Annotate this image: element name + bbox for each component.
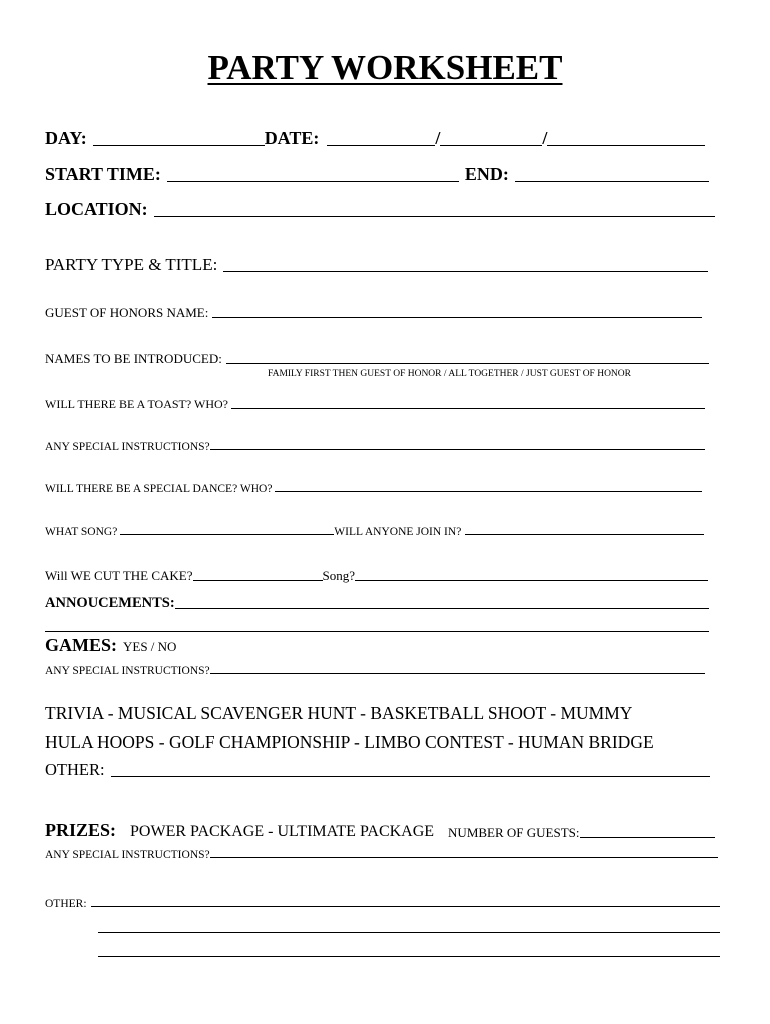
toast-label: WILL THERE BE A TOAST? WHO? — [45, 397, 228, 411]
announcements-field[interactable] — [175, 608, 709, 609]
day-field[interactable] — [93, 145, 265, 146]
games-header — [45, 635, 176, 656]
prizes-row — [45, 820, 715, 841]
other-extra-line[interactable] — [98, 932, 720, 933]
games-other-row — [45, 760, 710, 780]
prizes-instructions-field[interactable] — [210, 857, 718, 858]
party-type-label: PARTY TYPE & TITLE: — [45, 255, 218, 274]
date-separator: / — [542, 128, 548, 148]
games-other-label: OTHER: — [45, 760, 105, 779]
date-year-field[interactable] — [547, 145, 705, 146]
names-introduced-field[interactable] — [226, 363, 709, 364]
anyone-join-field[interactable] — [465, 534, 704, 535]
date-separator: / — [435, 128, 441, 148]
toast-row — [45, 397, 705, 412]
prizes-packages[interactable]: POWER PACKAGE - ULTIMATE PACKAGE — [130, 823, 435, 840]
guest-of-honor-field[interactable] — [212, 317, 702, 318]
cake-row — [45, 568, 708, 584]
end-label: END: — [464, 164, 509, 184]
end-time-field[interactable] — [515, 181, 709, 182]
start-time-label: START TIME: — [45, 164, 161, 184]
prizes-other-label: OTHER: — [45, 898, 87, 910]
announcements-extra-line[interactable] — [45, 631, 709, 632]
what-song-field[interactable] — [120, 534, 334, 535]
games-instructions-row — [45, 665, 705, 677]
special-dance-field[interactable] — [275, 491, 702, 492]
games-list-line-2: HULA HOOPS - GOLF CHAMPIONSHIP - LIMBO CONTEST - HUMAN BRIDGE — [45, 732, 654, 752]
games-label: GAMES: — [45, 635, 117, 655]
date-day-field[interactable] — [440, 145, 542, 146]
party-type-row — [45, 255, 708, 275]
song-label: Song? — [322, 568, 356, 583]
guest-of-honor-label: GUEST OF HONORS NAME: — [45, 305, 209, 320]
date-month-field[interactable] — [327, 145, 435, 146]
prizes-other-row — [45, 898, 720, 910]
number-of-guests-label: NUMBER OF GUESTS: — [448, 825, 580, 840]
song-row — [45, 526, 704, 538]
location-label: LOCATION: — [45, 199, 148, 219]
special-instructions-field[interactable] — [210, 449, 705, 450]
day-date-row — [45, 128, 705, 149]
toast-field[interactable] — [231, 408, 705, 409]
special-instructions-row — [45, 441, 705, 453]
time-row — [45, 164, 709, 185]
announcements-label: ANNOUCEMENTS: — [45, 595, 175, 611]
games-other-field[interactable] — [111, 776, 710, 777]
day-label: DAY: — [45, 128, 87, 148]
prizes-label: PRIZES: — [45, 820, 117, 840]
intro-options: FAMILY FIRST THEN GUEST OF HONOR / ALL TOGETHER / JUST GUEST OF HONOR — [268, 369, 631, 379]
location-row — [45, 199, 715, 220]
number-of-guests-field[interactable] — [580, 837, 715, 838]
games-instructions-field[interactable] — [210, 673, 705, 674]
games-yes-no[interactable]: YES / NO — [123, 639, 177, 654]
special-instructions-label: ANY SPECIAL INSTRUCTIONS? — [45, 441, 210, 453]
names-introduced-label: NAMES TO BE INTRODUCED: — [45, 351, 222, 366]
other-extra-line[interactable] — [98, 956, 720, 957]
prizes-instructions-row — [45, 849, 718, 861]
cut-cake-label: Will WE CUT THE CAKE? — [45, 568, 193, 583]
what-song-label: WHAT SONG? — [45, 526, 118, 538]
prizes-other-field[interactable] — [91, 906, 720, 907]
games-instructions-label: ANY SPECIAL INSTRUCTIONS? — [45, 665, 210, 677]
announcements-row — [45, 595, 709, 612]
special-dance-label: WILL THERE BE A SPECIAL DANCE? WHO? — [45, 483, 273, 495]
guest-of-honor-row — [45, 305, 702, 321]
anyone-join-label: WILL ANYONE JOIN IN? — [334, 526, 462, 538]
date-label: DATE: — [264, 128, 320, 148]
start-time-field[interactable] — [167, 181, 459, 182]
song-field[interactable] — [355, 580, 708, 581]
games-list-line-1: TRIVIA - MUSICAL SCAVENGER HUNT - BASKETBALL SHOOT - MUMMY — [45, 703, 633, 723]
cut-cake-field[interactable] — [193, 580, 323, 581]
page-title: PARTY WORKSHEET — [207, 48, 563, 87]
names-introduced-row — [45, 351, 709, 367]
special-dance-row — [45, 483, 702, 495]
party-type-field[interactable] — [223, 271, 708, 272]
location-field[interactable] — [154, 216, 715, 217]
prizes-instructions-label: ANY SPECIAL INSTRUCTIONS? — [45, 849, 210, 861]
